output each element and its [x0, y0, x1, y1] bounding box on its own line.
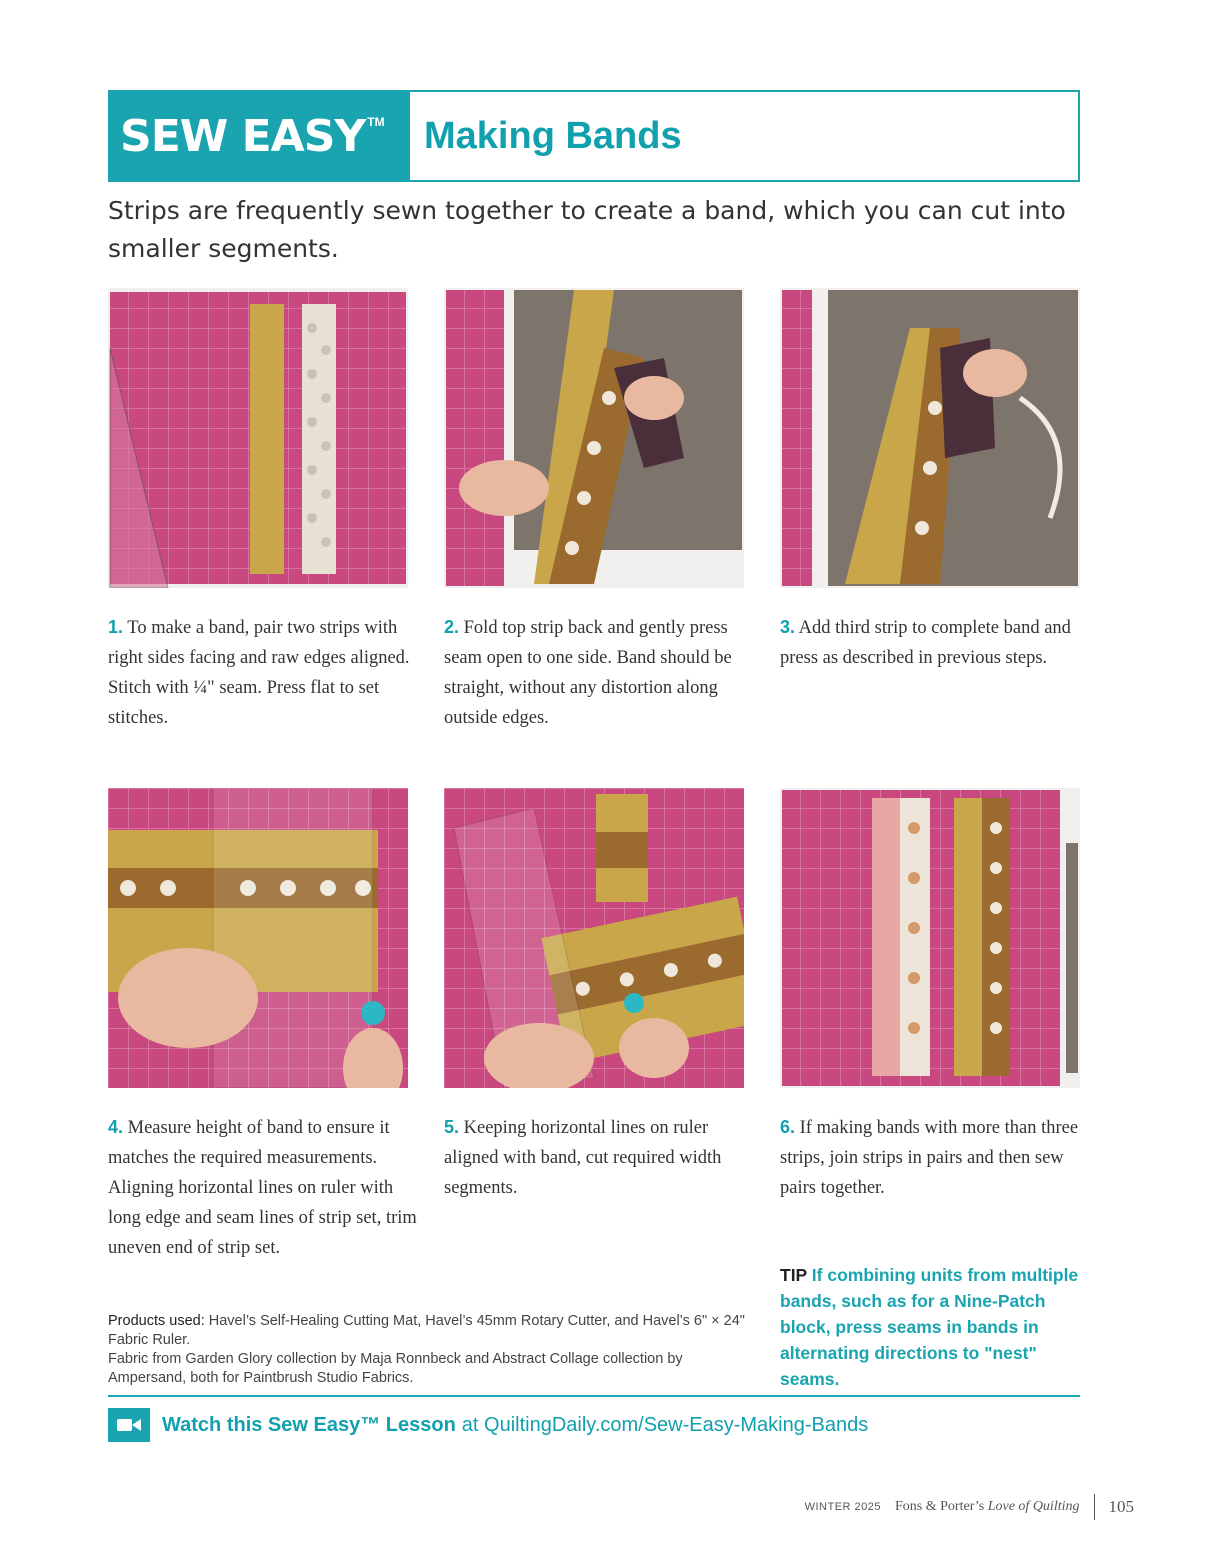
tip-label: TIP [780, 1265, 807, 1285]
step-4-number: 4. [108, 1117, 124, 1137]
page-footer [805, 1494, 1134, 1520]
step-5-number: 5. [444, 1117, 460, 1137]
magazine-prefix: Fons & Porter’s [895, 1499, 985, 1514]
video-camera-icon [108, 1408, 150, 1442]
step-3-photo [780, 288, 1080, 588]
trademark: TM [367, 115, 385, 129]
products-line [108, 1312, 748, 1350]
page-number: 105 [1108, 1497, 1134, 1516]
intro-text: Strips are frequently sewn together to create a band, which you can cut into smaller segments. [108, 196, 1066, 263]
brand-block [110, 92, 410, 180]
step-2-photo [444, 288, 744, 588]
tip-text: If combining units from multiple bands, such as for a Nine-Patch block, press seams in bands in alternating directions to "nest" seams. [780, 1265, 1079, 1389]
fabric-credit: Fabric from Garden Glory collection by Maja Ronnbeck and Abstract Collage collection by Ampersand, both for Paintbrush Studio Fabrics. [108, 1351, 683, 1386]
video-url[interactable]: at QuiltingDaily.com/Sew-Easy-Making-Bands [461, 1413, 869, 1436]
step-4-photo [108, 788, 408, 1088]
step-4-body: Measure height of band to ensure it matches the required measurements. Aligning horizontal lines on ruler with long edge and seam lines of strip set, trim uneven end of strip set. [108, 1118, 417, 1258]
step-1-number: 1. [108, 617, 124, 637]
step-3-text [780, 612, 1090, 673]
step-2-body: Fold top strip back and gently press seam open to one side. Band should be straight, without any distortion along outside edges. [444, 618, 732, 728]
step-3-body: Add third strip to complete band and press as described in previous steps. [780, 618, 1071, 668]
step-2-text [444, 612, 754, 733]
video-lesson-link[interactable] [108, 1408, 868, 1442]
step-1-body: To make a band, pair two strips with right sides facing and raw edges aligned. Stitch with ¼" seam. Press flat to set stitches. [108, 618, 410, 728]
step-2-number: 2. [444, 617, 460, 637]
page-title: Making Bands [424, 114, 682, 157]
video-watch-label[interactable]: Watch this Sew Easy™ Lesson [162, 1413, 456, 1436]
step-6-body: If making bands with more than three strips, join strips in pairs and then sew pairs together. [780, 1118, 1079, 1198]
issue-season: WINTER 2025 [804, 1501, 882, 1513]
step-5-body: Keeping horizontal lines on ruler aligned with band, cut required width segments. [444, 1118, 722, 1198]
step-1-text [108, 612, 418, 733]
magazine-name [895, 1499, 1079, 1515]
tip-box [780, 1262, 1090, 1392]
step-5-photo [444, 788, 744, 1088]
step-6-text [780, 1112, 1090, 1203]
products-text: Havel’s Self-Healing Cutting Mat, Havel’s 45mm Rotary Cutter, and Havel’s 6" × 24" Fabric Ruler. [108, 1313, 745, 1348]
divider [108, 1395, 1080, 1397]
brand-name: SEW EASY [120, 110, 366, 162]
products-label: Products used: [108, 1313, 205, 1329]
step-6-photo [780, 788, 1080, 1088]
step-3-number: 3. [780, 617, 796, 637]
footer-divider [1094, 1494, 1095, 1520]
step-5-text [444, 1112, 754, 1203]
step-1-photo [108, 288, 408, 588]
header-banner [108, 90, 1080, 182]
step-4-text [108, 1112, 418, 1263]
step-6-number: 6. [780, 1117, 796, 1137]
products-used [108, 1312, 748, 1388]
magazine-italic: Love of Quilting [987, 1499, 1080, 1514]
